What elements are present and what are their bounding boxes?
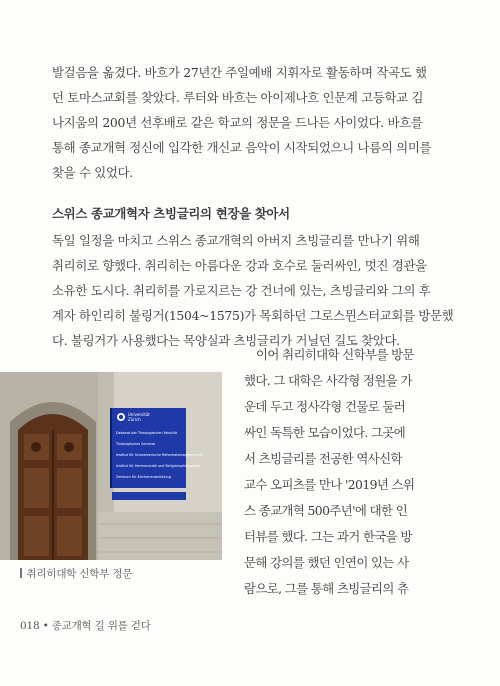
sign-line: Institut für Hermeneutik und Religionsphilosophie (116, 464, 201, 468)
text-line: 던 토마스교회를 찾았다. 루터와 바흐는 아이제나흐 인문계 고등학교 김 (52, 90, 424, 105)
caption-bar (20, 568, 22, 578)
paragraph-2 (52, 228, 452, 353)
text-line: 했다. 그 대학은 사각형 정원을 가 (244, 373, 412, 388)
text-line: 계자 하인리히 불링거(1504~1575)가 목회하던 그로스뮌스터교회를 방문했 (52, 308, 454, 323)
page-footer: 018 • 종교개혁 길 위를 걷다 (20, 620, 151, 632)
text-line: 싸인 독특한 모습이었다. 그곳에 (244, 425, 406, 440)
sign-brand-1: Universität (128, 412, 150, 417)
sign-line: Zentrum für Kirchenentwicklung (116, 475, 171, 479)
paragraph-1 (52, 60, 452, 185)
text-line: 발걸음을 옮겼다. 바흐가 27년간 주일예배 지휘자로 활동하며 작곡도 했 (52, 65, 427, 80)
sign-line: Theologisches Seminar (116, 442, 156, 446)
text-line: 운데 두고 정사각형 건물로 둘러 (244, 399, 406, 414)
text-line: 터뷰를 했다. 그는 과거 한국을 방 (244, 529, 412, 544)
sign-brand-2: Zürich (128, 417, 141, 422)
caption-text: 취리히대학 신학부 정문 (26, 568, 133, 580)
text-line: 다. 불링거가 사용했다는 목양실과 츠빙글리가 거닐던 길도 찾았다. (52, 333, 400, 348)
text-line: 취리히로 향했다. 취리히는 아름다운 강과 호수로 둘러싸인, 멋진 경관을 (52, 258, 427, 273)
text-line: 통해 종교개혁 정신에 입각한 개신교 음악이 시작되었으니 나름의 의미를 (52, 140, 432, 155)
paragraph-3 (244, 342, 456, 602)
text-line: 교수 오피츠를 만나 '2019년 스위 (244, 477, 415, 492)
text-line: 스 종교개혁 500주년'에 대한 인 (244, 503, 408, 518)
text-line: 문해 강의를 했던 인연이 있는 사 (244, 555, 409, 570)
sign-line: Institut für Schweizerische Reformationsgeschichte (116, 453, 203, 457)
text-line: 독일 일정을 마치고 스위스 종교개혁의 아버지 츠빙글리를 만나기 위해 (52, 233, 420, 248)
text-line: 나지움의 200년 선후배로 같은 학교의 정문을 드나든 사이었다. 바흐를 (52, 115, 423, 130)
section-heading: 스위스 종교개혁자 츠빙글리의 현장을 찾아서 (52, 206, 290, 221)
text-line: 소유한 도시다. 취리히를 가로지르는 강 건너에 있는, 츠빙글리와 그의 후 (52, 283, 431, 298)
text-line: 찾을 수 있었다. (52, 165, 133, 180)
photo-caption (20, 566, 132, 581)
university-entrance-photo (0, 372, 222, 560)
text-line: 서 츠빙글리를 전공한 역사신학 (244, 451, 402, 466)
sign-line: Dekanat der Theologischen Fakultät (116, 431, 178, 435)
text-line: 람으로, 그를 통해 츠빙글리의 츄 (244, 581, 409, 596)
photo-illustration (0, 372, 222, 560)
text-line: 이어 취리히대학 신학부를 방문 (256, 347, 414, 362)
